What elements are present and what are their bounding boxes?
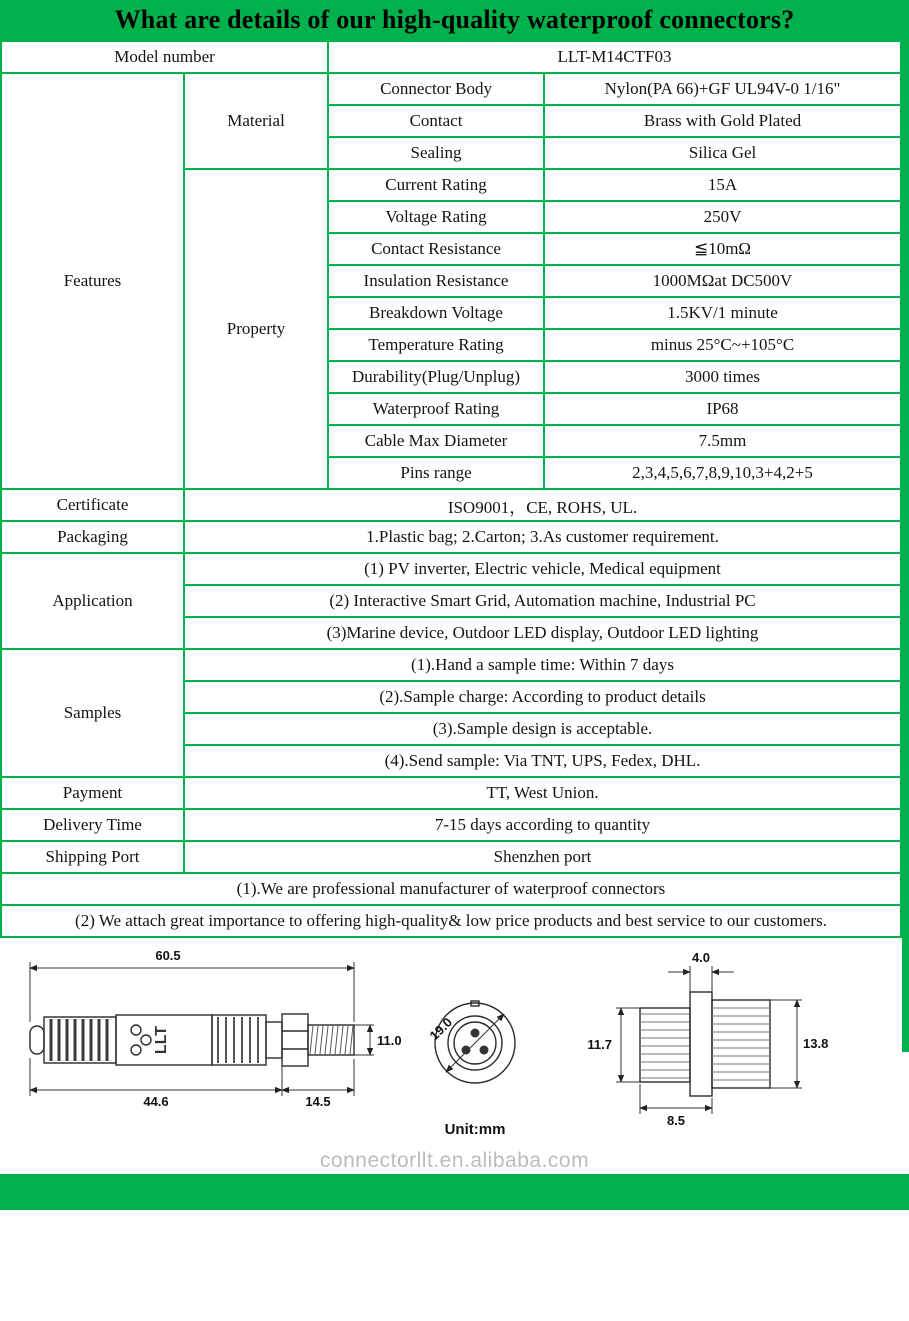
features-label: Features [1,73,184,489]
payment-row [1,777,901,809]
property-label: Property [184,169,328,489]
packaging-value: 1.Plastic bag; 2.Carton; 3.As customer requirement. [184,521,901,553]
application-item: (1) PV inverter, Electric vehicle, Medical equipment [184,553,901,585]
technical-drawings [0,938,909,1148]
certificate-row [1,489,901,521]
shipping-port-value: Shenzhen port [184,841,901,873]
brand-mark: LLT [153,1025,170,1055]
application-item: (3)Marine device, Outdoor LED display, Outdoor LED lighting [184,617,901,649]
spec-value: 7.5mm [544,425,901,457]
spec-name: Connector Body [328,73,544,105]
spec-name: Sealing [328,137,544,169]
spec-name: Contact Resistance [328,233,544,265]
spec-name: Pins range [328,457,544,489]
dim-front-diameter: 19.0 [426,1014,456,1044]
spec-name: Cable Max Diameter [328,425,544,457]
samples-item: (2).Sample charge: According to product details [184,681,901,713]
model-number-label: Model number [1,41,328,73]
payment-label: Payment [1,777,184,809]
connector-drawing-svg [0,938,909,1148]
note-text: (2) We attach great importance to offering high-quality& low price products and best service to our customers. [1,905,901,937]
dim-left-height: 11.7 [587,1037,612,1052]
shipping-row [1,841,901,873]
footer-bar [0,1174,909,1210]
spec-value: 1.5KV/1 minute [544,297,901,329]
spec-name: Temperature Rating [328,329,544,361]
right-edge-strip [902,40,909,1052]
samples-label: Samples [1,649,184,777]
model-number-value: LLT-M14CTF03 [328,41,901,73]
samples-item: (1).Hand a sample time: Within 7 days [184,649,901,681]
spec-name: Breakdown Voltage [328,297,544,329]
delivery-row [1,809,901,841]
dim-thread-length: 14.5 [305,1094,331,1109]
spec-value: 250V [544,201,901,233]
note-row [1,905,901,937]
packaging-row [1,521,901,553]
samples-row [1,649,901,681]
spec-name: Insulation Resistance [328,265,544,297]
samples-item: (3).Sample design is acceptable. [184,713,901,745]
panel-connector-view [640,992,770,1096]
spec-name: Durability(Plug/Unplug) [328,361,544,393]
dim-right-height: 13.8 [803,1036,829,1051]
material-label: Material [184,73,328,169]
dim-stub-height: 11.0 [377,1033,402,1048]
delivery-time-value: 7-15 days according to quantity [184,809,901,841]
spec-name: Contact [328,105,544,137]
spec-value: 3000 times [544,361,901,393]
spec-value: 15A [544,169,901,201]
dim-total-length: 60.5 [155,948,181,963]
shipping-port-label: Shipping Port [1,841,184,873]
samples-item: (4).Send sample: Via TNT, UPS, Fedex, DHL. [184,745,901,777]
spec-value: 2,3,4,5,6,7,8,9,10,3+4,2+5 [544,457,901,489]
unit-label: Unit:mm [444,1121,506,1138]
spec-table [0,40,902,938]
material-row [1,73,901,105]
dim-flange-width: 4.0 [691,950,711,965]
note-text: (1).We are professional manufacturer of waterproof connectors [1,873,901,905]
delivery-time-label: Delivery Time [1,809,184,841]
spec-value: 1000MΩat DC500V [544,265,901,297]
spec-value: minus 25°C~+105°C [544,329,901,361]
spec-value: ≦10mΩ [544,233,901,265]
spec-name: Current Rating [328,169,544,201]
model-row [1,41,901,73]
panel-dimension-lines [616,966,802,1114]
spec-name: Waterproof Rating [328,393,544,425]
note-row [1,873,901,905]
application-label: Application [1,553,184,649]
spec-value: Brass with Gold Plated [544,105,901,137]
spec-value: Silica Gel [544,137,901,169]
title-banner [0,0,909,40]
spec-value: IP68 [544,393,901,425]
packaging-label: Packaging [1,521,184,553]
payment-value: TT, West Union. [184,777,901,809]
plug-side-view [30,1014,354,1066]
application-item: (2) Interactive Smart Grid, Automation machine, Industrial PC [184,585,901,617]
certificate-value: ISO9001，CE, ROHS, UL. [184,489,901,521]
certificate-label: Certificate [1,489,184,521]
watermark: connectorllt.en.alibaba.com [319,1149,590,1172]
spec-name: Voltage Rating [328,201,544,233]
application-row [1,553,901,585]
spec-value: Nylon(PA 66)+GF UL94V-0 1/16" [544,73,901,105]
page-title: What are details of our high-quality waterproof connectors? [114,5,795,34]
dim-body-length: 44.6 [143,1094,169,1109]
dim-bottom-width: 8.5 [666,1113,686,1128]
